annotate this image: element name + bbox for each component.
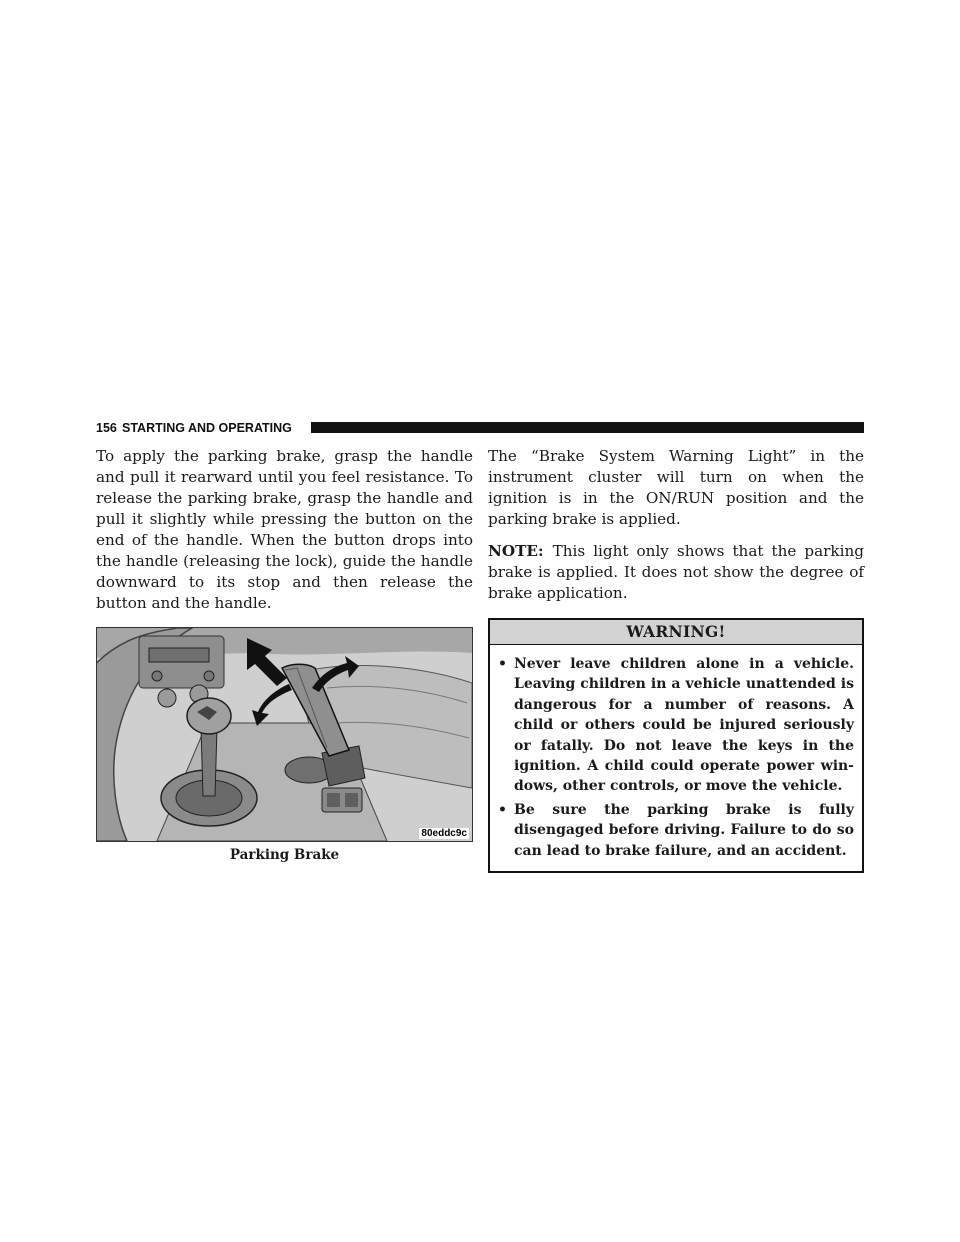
warning-item-text: Be sure the parking brake is fully disengaged before driving. Failure to do so can lead to brake failure, and an accident. [514, 801, 854, 859]
figure-code: 80eddc9c [421, 828, 467, 839]
right-column [488, 446, 864, 873]
parking-brake-instructions: To apply the parking brake, grasp the handle and pull it rearward until you feel resistance. To release the parking brake, grasp the handle and pull it slightly while pressing the button on the end of the handle. When the button drops into the handle (releasing the lock), guide the handle downward to its stop and then release the button and the handle. [96, 447, 473, 612]
figure-caption: Parking Brake [229, 847, 340, 863]
note-paragraph [488, 541, 864, 604]
note-label: NOTE: [488, 542, 544, 560]
bullet: • [498, 656, 507, 672]
left-column [96, 446, 473, 864]
warning-light-paragraph: The “Brake System Warning Light” in the instrument cluster will turn on when the ignition is in the ON/RUN position and the parking brake is applied. [488, 447, 864, 528]
page-header [96, 421, 864, 435]
console-drawing [97, 628, 472, 841]
warning-item-text: Never leave children alone in a vehicle. Leaving children in a vehicle unattended is dangerous for a number of reasons. A child or others could be injured seriously or fatally. Do not leave the keys in the ignition. A child could operate power win- dows, other controls, or move the vehicle. [514, 656, 854, 795]
section-title: STARTING AND OPERATING [122, 421, 292, 435]
parking-brake-illustration [96, 627, 473, 842]
warning-list [490, 645, 862, 871]
bullet: • [498, 801, 507, 818]
warning-item [498, 654, 854, 797]
note-text: This light only shows that the parking brake is applied. It does not show the degree of brake application. [488, 542, 864, 602]
warning-title: WARNING! [490, 620, 862, 645]
page-number: 156 [96, 421, 117, 435]
warning-item [498, 800, 854, 861]
warning-box [488, 618, 864, 873]
header-rule [311, 422, 864, 433]
